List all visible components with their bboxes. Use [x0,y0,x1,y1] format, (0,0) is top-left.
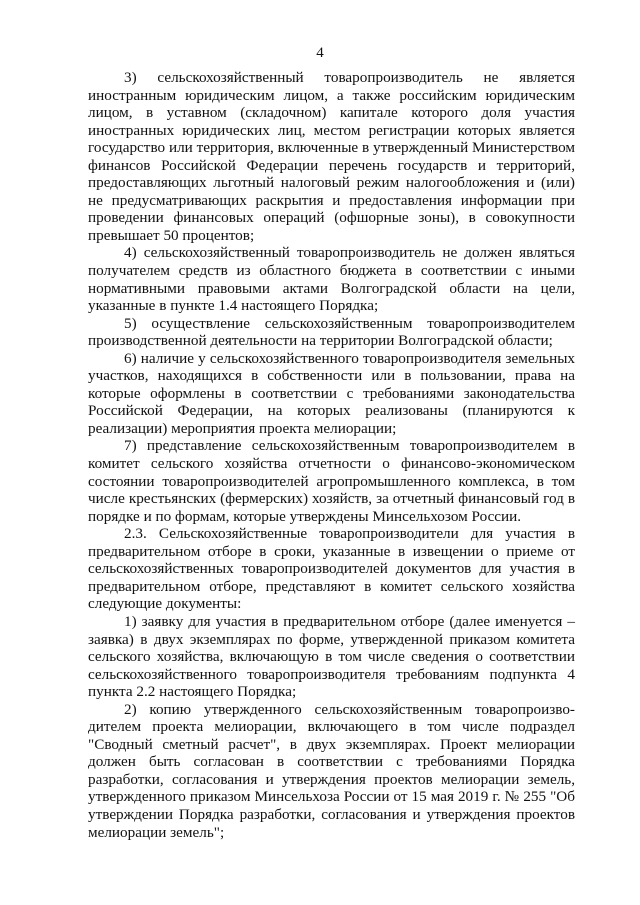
paragraph-item-7: 7) представление сельскохозяйственным товаропроизводителем в комитет сельского хозяйства отчетности о финансово-экономическом состоянии товаропроизводителей агропромышленного комплекса, в том числе крестьянских (фермерских) хозяйств, за отчетный финансовый год в порядке и по формам, которые утверждены Минсельхозом России. [88,437,575,525]
paragraph-document-1: 1) заявку для участия в предварительном отборе (далее именуется – заявка) в двух экземплярах по форме, утвержденной приказом комитета сельского хозяйства, включающую в том числе сведения о соответствии сельскохозяйственного товаропроизводителя требованиям подпункта 4 пункта 2.2 настоящего Порядка; [88,612,575,701]
page-number: 4 [316,45,324,61]
paragraph-item-5: 5) осуществление сельскохозяйственным товаропроизводителем производственной деятельности на территории Волгоградской области; [88,314,575,350]
paragraph-item-6: 6) наличие у сельскохозяйственного товаропроизводителя земельных участков, находящихся в собственности или в пользовании, права на которые оформлены в соответствии с требованиями законодательства Российской Федерации, на которых реализованы (планируются к реализации) мероприятия проекта мелиорации; [88,349,575,437]
document-body [88,69,575,841]
paragraph-section-2-3: 2.3. Сельскохозяйственные товаропроизводители для участия в предварительном отборе в сроки, указанные в извещении о приеме от сельскохозяйственных товаропроизводителей документов для участия в предварительном отборе, представляют в комитет сельского хозяйства следующие документы: [88,525,575,613]
paragraph-item-3: 3) сельскохозяйственный товаропроизводитель не является иностранным юридическим лицом, а также российским юридическим лицом, в уставном (складочном) капитале которого доля участия иностранных юридических лиц, местом регистрации которых является государство или территория, включенные в утвержденный Министерством финансов Российской Федерации перечень государств и территорий, предоставляющих льготный налоговый режим налогообложения и (или) не предусматривающих раскрытия и предоставления информации при проведении финансовых операций (офшорные зоны), в совокупности превышает 50 процентов; [88,69,575,244]
paragraph-document-2: 2) копию утвержденного сельскохозяйственным товаропроизво-дителем проекта мелиорации, включающего в том числе подраздел "Сводный сметный расчет", в двух экземплярах. Проект мелиорации должен быть согласован в соответствии с требованиями Порядка разработки, согласования и утверждения проектов мелиорации земель, утвержденного приказом Минсельхоза России от 15 мая 2019 г. № 255 "Об утверждении Порядка разработки, согласования и утверждения проектов мелиорации земель"; [88,700,575,841]
paragraph-item-4: 4) сельскохозяйственный товаропроизводитель не должен являться получателем средств из областного бюджета в соответствии с иными нормативными правовыми актами Волгоградской области на цели, указанные в пункте 1.4 настоящего Порядка; [88,244,575,315]
